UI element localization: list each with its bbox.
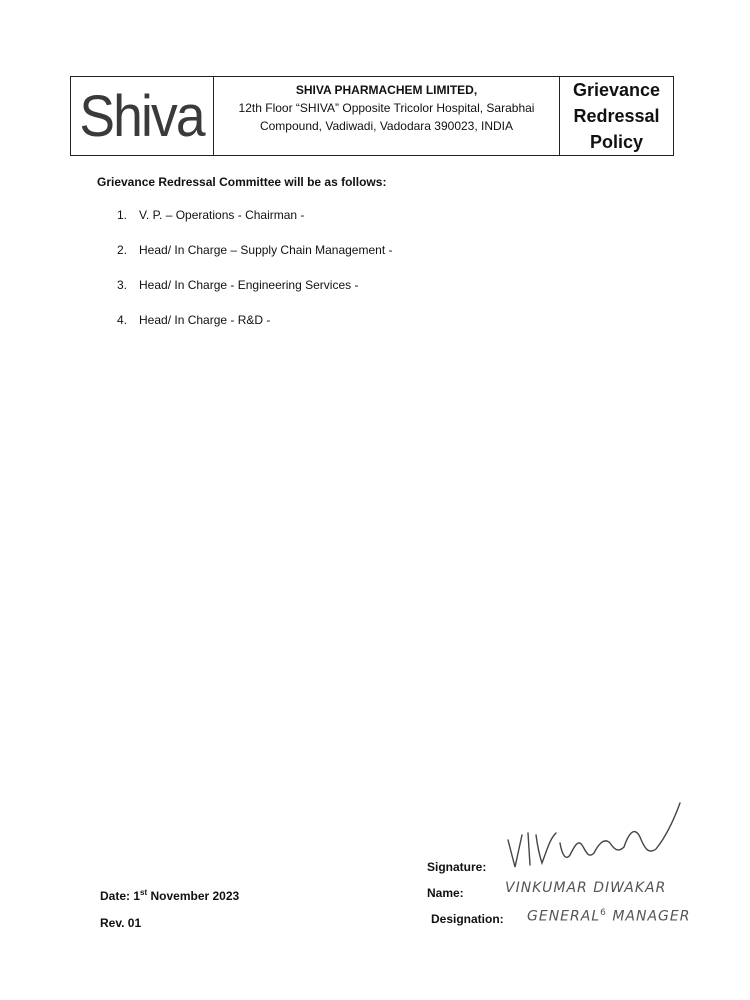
date-suffix: November 2023 bbox=[147, 889, 240, 903]
policy-title-line-2: Redressal bbox=[573, 106, 660, 126]
member-text: V. P. – Operations - Chairman - bbox=[139, 208, 305, 222]
list-item bbox=[117, 278, 392, 313]
list-item bbox=[117, 313, 392, 348]
date-superscript: st bbox=[140, 888, 148, 897]
list-number: 1. bbox=[117, 208, 128, 222]
committee-heading: Grievance Redressal Committee will be as follows: bbox=[97, 175, 387, 189]
page-number: 6 bbox=[600, 908, 607, 918]
logo-cell bbox=[71, 77, 214, 155]
company-logo: Shiva bbox=[79, 83, 205, 149]
policy-title-line-1: Grievance bbox=[572, 80, 661, 100]
revision-number: Rev. 01 bbox=[100, 916, 142, 930]
name-label: Name: bbox=[427, 886, 464, 900]
committee-list bbox=[117, 208, 392, 348]
designation-word-2: MANAGER bbox=[612, 908, 691, 925]
policy-title-line-3: Policy bbox=[589, 132, 644, 152]
signature-label: Signature: bbox=[427, 860, 487, 874]
company-info bbox=[214, 77, 560, 155]
list-item bbox=[117, 243, 392, 278]
list-number: 4. bbox=[117, 313, 128, 327]
policy-title bbox=[560, 77, 673, 155]
handwritten-signature bbox=[500, 795, 690, 875]
address-line-1: 12th Floor “SHIVA” Opposite Tricolor Hospital, Sarabhai bbox=[238, 101, 535, 115]
member-text: Head/ In Charge – Supply Chain Management - bbox=[139, 243, 393, 257]
designation-label: Designation: bbox=[431, 912, 504, 926]
company-name: SHIVA PHARMACHEM LIMITED, bbox=[295, 83, 478, 97]
list-item bbox=[117, 208, 392, 243]
date-prefix: Date: 1 bbox=[100, 889, 141, 903]
member-text: Head/ In Charge - R&D - bbox=[139, 313, 271, 327]
address-line-2: Compound, Vadiwadi, Vadodara 390023, INDIA bbox=[259, 119, 514, 133]
member-text: Head/ In Charge - Engineering Services - bbox=[139, 278, 359, 292]
document-date bbox=[100, 888, 239, 903]
list-number: 2. bbox=[117, 243, 128, 257]
list-number: 3. bbox=[117, 278, 128, 292]
designation-word-1: GENERAL bbox=[527, 908, 601, 925]
handwritten-designation bbox=[527, 908, 690, 925]
document-header bbox=[70, 76, 674, 156]
handwritten-name: VINKUMAR DIWAKAR bbox=[505, 880, 667, 896]
